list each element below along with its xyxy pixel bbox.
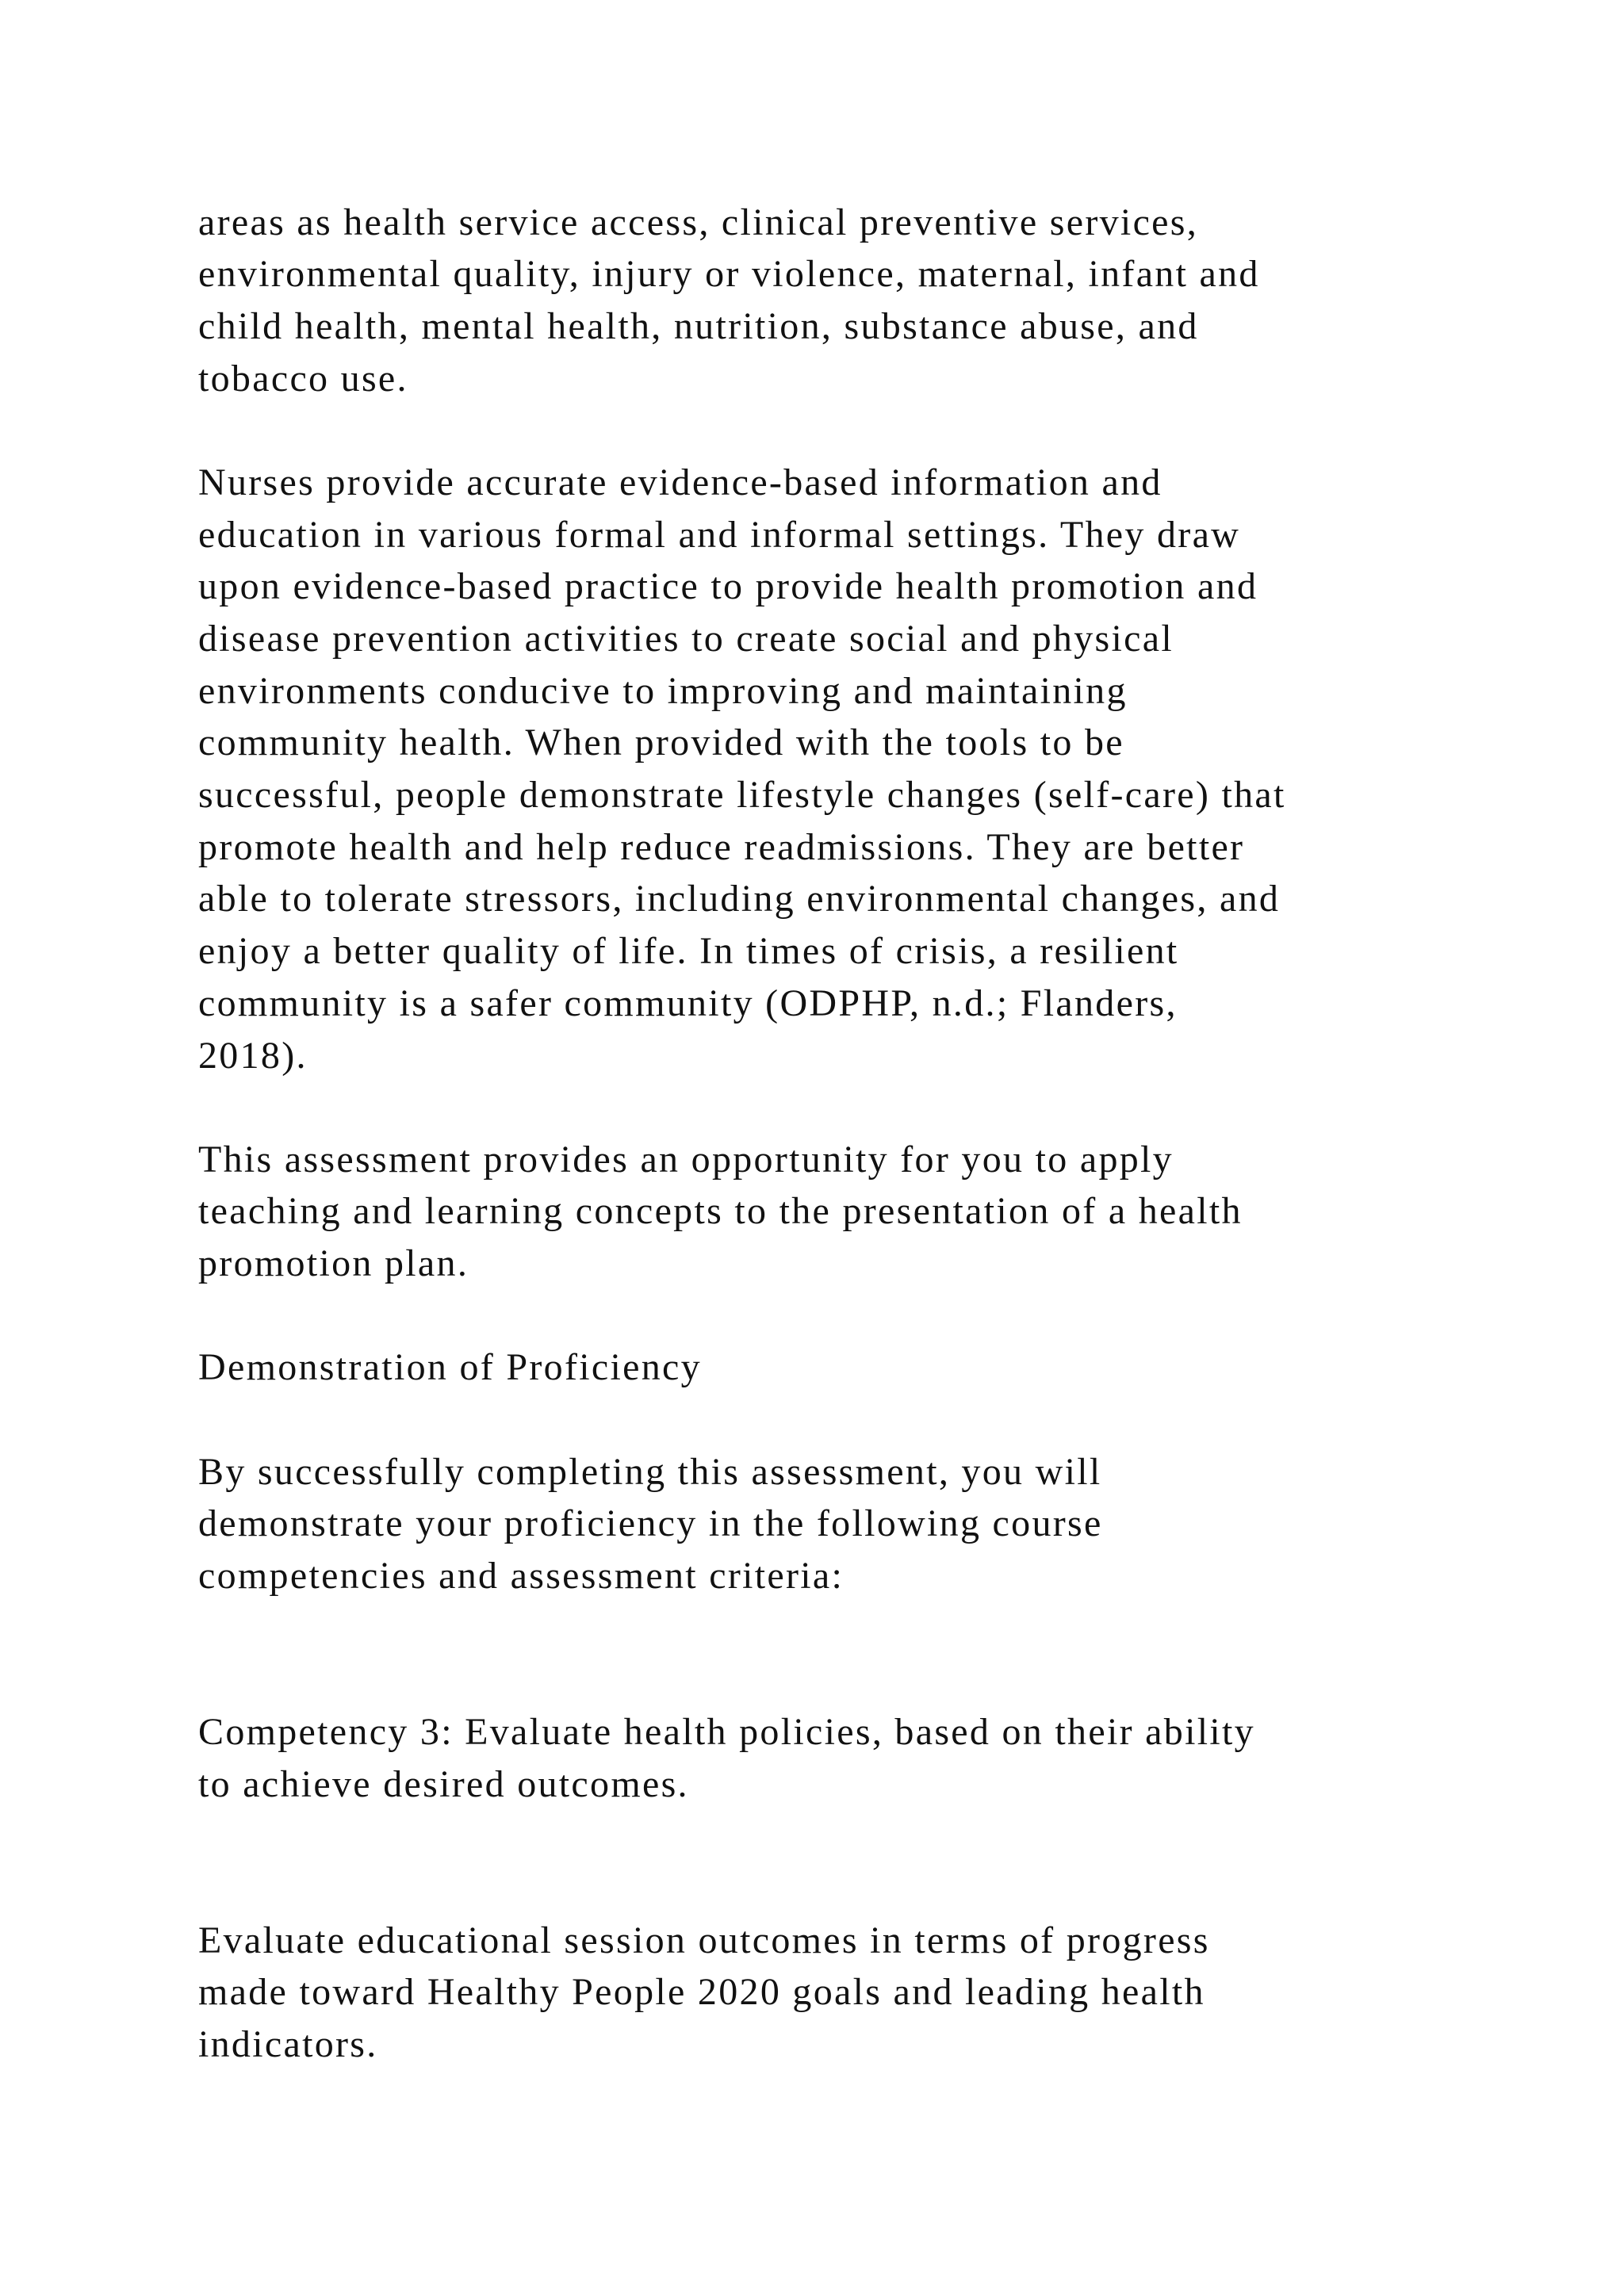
paragraph-1-line-2: environmental quality, injury or violence, maternal, infant and <box>198 253 1260 295</box>
paragraph-3-line-3: promotion plan. <box>198 1242 469 1284</box>
paragraph-5-line-3: competencies and assessment criteria: <box>198 1555 845 1597</box>
paragraph-3-line-2: teaching and learning concepts to the presentation of a health <box>198 1190 1243 1232</box>
paragraph-1-line-4: tobacco use. <box>198 358 408 400</box>
paragraph-2-line-7: successful, people demonstrate lifestyle changes (self-care) that <box>198 774 1286 816</box>
paragraph-1-line-3: child health, mental health, nutrition, substance abuse, and <box>198 305 1199 347</box>
criterion-line-1: Evaluate educational session outcomes in terms of progress <box>198 1919 1210 1961</box>
criterion-line-3: indicators. <box>198 2023 378 2065</box>
paragraph-2-line-1: Nurses provide accurate evidence-based information and <box>198 461 1162 503</box>
competency-line-1: Competency 3: Evaluate health policies, based on their ability <box>198 1711 1255 1753</box>
paragraph-2-line-9: able to tolerate stressors, including environmental changes, and <box>198 878 1281 920</box>
paragraph-2-line-3: upon evidence-based practice to provide health promotion and <box>198 565 1258 607</box>
paragraph-3-line-1: This assessment provides an opportunity for you to apply <box>198 1138 1174 1181</box>
paragraph-2-line-5: environments conducive to improving and maintaining <box>198 670 1128 712</box>
paragraph-2-line-10: enjoy a better quality of life. In times of crisis, a resilient <box>198 930 1179 972</box>
competency-line-2: to achieve desired outcomes. <box>198 1763 689 1805</box>
paragraph-5-line-1: By successfully completing this assessment, you will <box>198 1451 1102 1493</box>
paragraph-2-line-2: education in various formal and informal settings. They draw <box>198 514 1241 556</box>
paragraph-1-line-1: areas as health service access, clinical preventive services, <box>198 201 1199 243</box>
paragraph-2-line-4: disease prevention activities to create social and physical <box>198 618 1174 660</box>
section-heading: Demonstration of Proficiency <box>198 1346 702 1388</box>
paragraph-2-line-8: promote health and help reduce readmissions. They are better <box>198 826 1245 868</box>
paragraph-2-line-12: 2018). <box>198 1035 308 1077</box>
paragraph-2-line-11: community is a safer community (ODPHP, n.d.; Flanders, <box>198 982 1178 1024</box>
paragraph-5-line-2: demonstrate your proficiency in the following course <box>198 1502 1103 1544</box>
paragraph-2-line-6: community health. When provided with the tools to be <box>198 721 1124 763</box>
criterion-line-2: made toward Healthy People 2020 goals and leading health <box>198 1971 1205 2013</box>
